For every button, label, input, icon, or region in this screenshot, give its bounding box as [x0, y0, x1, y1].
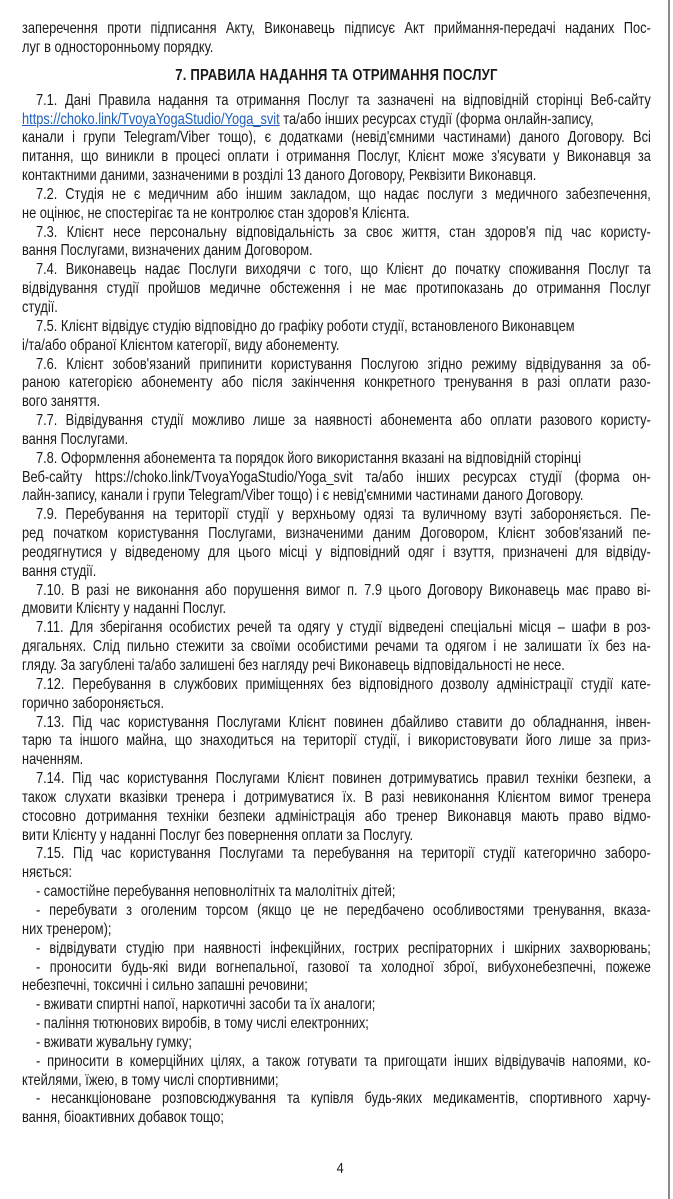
clause-7-13: 7.13. Під час користування Послугами Клієнт повинен дбайливо ставити до обладнання, інвен- [35, 713, 651, 731]
clause-7-7: 7.7. Відвідування студії можливо лише за наявності абонемента або оплати разового користу- [35, 412, 651, 430]
clause-7-11: 7.11. Для зберігання особистих речей та одягу у студії відведені спеціальні місця – шафи в роз- [35, 619, 651, 637]
paragraph-line: ред початком користування Послугами, визначеними даним Договором, Клієнт зобов'язаний пе- [22, 525, 651, 543]
paragraph-line: стосовно дотримання техніки безпеки адміністрація або тренер Виконавця мають право відмо- [22, 807, 651, 825]
paragraph-line: гляду. За загублені та/або залишені без нагляду речі Виконавець відповідальності не несе. [22, 657, 565, 674]
clause-7-8: 7.8. Оформлення абонемента та порядок його використання вказані на відповідній сторінці [35, 449, 582, 467]
paragraph-line: дмовити Клієнту у наданні Послуг. [22, 600, 227, 618]
paragraph-line: вання, біоактивних добавок тощо; [22, 1109, 224, 1127]
paragraph-line: Веб-сайту https://choko.link/TvoyaYogaStudio/Yoga_svit та/або інших ресурсах студії (форма он- [22, 468, 651, 486]
paragraph-line: горично забороняється. [22, 694, 165, 712]
paragraph-line: раною категорією абонементу або після закінчення конкретного тренування в разі оплати разо- [22, 374, 651, 392]
prohibition-item: - приносити в комерційних цілях, а також готувати та пригощати інших відвідувачів напоями, ко- [35, 1052, 651, 1070]
paragraph-line: небезпечні, токсичні і сильно запашні речовини; [22, 977, 308, 995]
paragraph-line: заперечення проти підписання Акту, Виконавець підписує Акт приймання-передачі наданих Пос- [22, 20, 651, 37]
prohibition-item: - перебувати з оголеним торсом (якщо це не передбачено особливостями тренування, вказа- [35, 901, 651, 919]
paragraph-line: тарю та іншого майна, що знаходиться на території студії, і використовувати його лише за приз- [22, 732, 651, 750]
paragraph-line: канали і групи Telegram/Viber тощо), є додатками (невід'ємними частинами) даного Договору. Всі [22, 129, 651, 147]
clause-7-12: 7.12. Перебування в службових приміщеннях без відповідного дозволу адміністрації студії кате- [35, 675, 651, 693]
clause-7-1-line2 [22, 111, 651, 130]
clause-7-15: 7.15. Під час користування Послугами та перебування на території студії категорично заборо- [35, 845, 651, 863]
paragraph-line: студії. [22, 298, 58, 316]
clause-7-1: 7.1. Дані Правила надання та отримання Послуг та зазначені на відповідній сторінці Веб-сайту [35, 91, 651, 109]
prohibition-item: - самостійне перебування неповнолітніх та малолітніх дітей; [35, 883, 396, 901]
clause-7-1-line2-text: та/або інших ресурсах студії (форма онлайн-запису, [279, 110, 594, 128]
clause-7-10: 7.10. В разі не виконання або порушення вимог п. 7.9 цього Договору Виконавець має право ві- [35, 581, 651, 599]
paragraph-line: вання студії. [22, 562, 97, 580]
paragraph-line: луг в односторонньому порядку. [22, 38, 214, 56]
clause-7-9: 7.9. Перебування на території студії у верхньому одязі та вуличному взуті забороняється. Пе- [35, 506, 651, 524]
paragraph-line: питання, що виникли в процесі оплати і отримання Послуг, Клієнт може з'ясувати у Виконавця за [22, 148, 651, 166]
clause-7-5: 7.5. Клієнт відвідує студію відповідно до графіку роботи студії, встановленого Виконавцем [35, 317, 575, 335]
paragraph-line: вання Послугами, визначених даним Договором. [22, 242, 313, 260]
paragraph-line: не оцінює, не спостерігає та не контролює стан здоров'я Клієнта. [22, 204, 410, 222]
paragraph-line: і/та/або обраної Клієнтом категорії, виду абонементу. [22, 336, 340, 354]
prohibition-item: - вживати жувальну гумку; [35, 1033, 192, 1051]
clause-7-2: 7.2. Студія не є медичним або іншим закладом, що надає послуги з медичного забезпечення, [35, 185, 651, 203]
paragraph-line: також слухати вказівки тренера і дотримуватися їх. В разі невиконання Клієнтом вимог тренера [22, 788, 651, 806]
prohibition-item: - вживати спиртні напої, наркотичні засоби та їх аналоги; [35, 996, 376, 1014]
prohibition-item: - проносити будь-які види вогнепальної, газової та холодної зброї, вибухонебезпечні, пожеже [35, 958, 651, 976]
paragraph-line: лайн-запису, канали і групи Telegram/Viber тощо) і є невід'ємними частинами даного Договору. [22, 487, 584, 505]
paragraph-line: ктейлями, їжею, в тому числі спортивними; [22, 1071, 279, 1089]
clause-7-6: 7.6. Клієнт зобов'язаний припинити користування Послугою згідно режиму відвідування за об- [35, 355, 651, 373]
paragraph-line: відвідування студії пройшов медичне обстеження і не має протипоказань до отримання Послуг [22, 280, 651, 298]
prohibition-item: - паління тютюнових виробів, в тому числі електронних; [35, 1015, 369, 1033]
prohibition-item: - несанкціоноване розповсюджування та купівля будь-яких медикаментів, спортивного харчу- [35, 1090, 651, 1108]
clause-7-14: 7.14. Під час користування Послугами Клієнт повинен дотримуватись правил техніки безпеки, а [35, 770, 651, 788]
website-link[interactable]: https://choko.link/TvoyaYogaStudio/Yoga_svit [22, 110, 280, 128]
paragraph-line: дягальнях. Слід пильно стежити за своїми особистими речами та одягом і не залишати їх без на- [22, 638, 651, 656]
paragraph-line: них тренером); [22, 920, 112, 938]
document-body [22, 20, 651, 1128]
paragraph-line: няється: [22, 864, 73, 882]
page-number: 4 [336, 1160, 344, 1177]
paragraph-line: наченням. [22, 751, 84, 769]
paragraph-line: вити Клієнту у наданні Послуг без повернення оплати за Послугу. [22, 826, 414, 844]
paragraph-line: вання Послугами. [22, 430, 129, 448]
clause-7-4: 7.4. Виконавець надає Послуги виходячи с того, що Клієнт до початку споживання Послуг та [35, 261, 651, 279]
page-edge-border [668, 0, 670, 1199]
section-title: 7. ПРАВИЛА НАДАННЯ ТА ОТРИМАННЯ ПОСЛУГ [175, 66, 498, 84]
paragraph-line: контактними даними, зазначеними в розділі 13 даного Договору, Реквізити Виконавця. [22, 167, 537, 185]
prohibition-item: - відвідувати студію при наявності інфекційних, гострих респіраторних і шкірних захворювань; [35, 939, 651, 957]
clause-7-3: 7.3. Клієнт несе персональну відповідальність за своє життя, стан здоров'я під час користу- [35, 223, 651, 241]
paragraph-line: вого заняття. [22, 393, 101, 411]
paragraph-line: реодягнутися у відведеному для цього місці у відповідний одяг і взуття, призначені для відвіду- [22, 543, 651, 561]
